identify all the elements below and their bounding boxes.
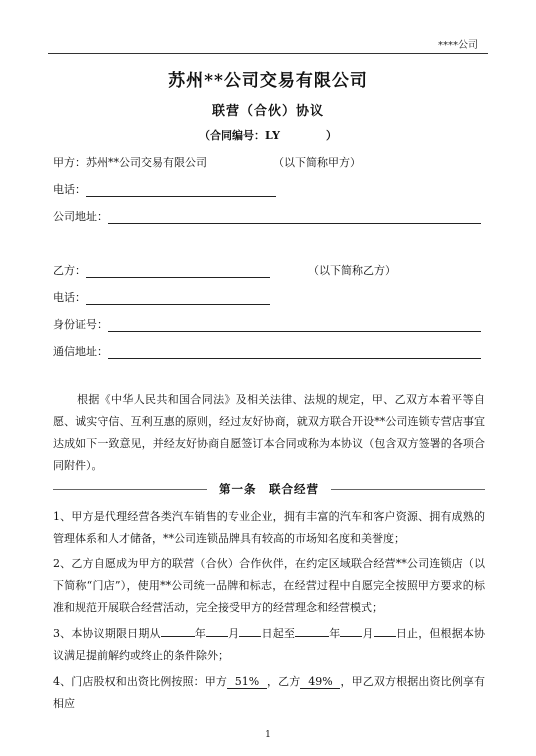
item-4-prefix: 4、门店股权和出资比例按照：甲方 — [53, 675, 227, 688]
party-a-address-field[interactable] — [108, 211, 481, 224]
section-1-right-rule — [331, 489, 485, 490]
section-1-item-3 — [53, 623, 485, 667]
item-3-year2: 年 — [329, 627, 341, 640]
party-b-row — [53, 262, 396, 278]
section-1-title: 第一条 联合经营 — [219, 482, 319, 496]
party-a-address-label: 公司地址： — [53, 210, 108, 223]
party-a-note: （以下简称甲方） — [273, 156, 361, 169]
section-1-left-rule — [53, 489, 207, 490]
party-a-address-row — [53, 208, 481, 224]
party-a-phone-label: 电话： — [53, 183, 86, 196]
party-b-phone-row — [53, 289, 270, 305]
contract-number-suffix: ） — [325, 129, 337, 142]
contract-number — [0, 127, 536, 143]
party-a-label: 甲方： — [53, 156, 86, 169]
contract-number-prefix: （合同编号：LY — [199, 129, 280, 142]
item-3-end-month-field[interactable] — [340, 636, 362, 637]
party-b-id-row — [53, 316, 481, 332]
party-a-value: 苏州**公司交易有限公司 — [86, 156, 207, 169]
section-1-heading — [53, 481, 485, 497]
item-3-start-day-field[interactable] — [239, 636, 261, 637]
party-b-note: （以下简称乙方） — [308, 264, 396, 277]
party-a-phone-row — [53, 181, 276, 197]
party-b-id-label: 身份证号： — [53, 318, 108, 331]
section-1-item-2: 2、乙方自愿成为甲方的联营（合伙）合作伙伴，在约定区域联合经营**公司连锁店（以下简称“门店”），使用**公司统一品牌和标志，在经营过程中自愿完全按照甲方要求的标准和规范开展联合经营活动，完全接受甲方的经营理念和经营模式； — [53, 557, 485, 614]
item-4-party-b-pct: 49% — [300, 675, 340, 689]
party-b-mail-row — [53, 343, 481, 359]
item-3-end-year-field[interactable] — [295, 636, 329, 637]
party-b-name-field[interactable] — [86, 265, 270, 278]
item-3-day2: 日止，但根据本协议满足提前解约或终止的条件除外； — [53, 627, 486, 662]
preamble-paragraph: 根据《中华人民共和国合同法》及相关法律、法规的规定，甲、乙双方本着平等自愿、诚实守信、互利互惠的原则，经过友好协商，就双方联合开设**公司连锁专营店事宜达成如下一致意见，并经友好协商自愿签订本合同或称为本协议（包含双方签署的各项合同附件）。 — [53, 393, 485, 472]
party-b-mail-field[interactable] — [108, 346, 481, 359]
party-b-label: 乙方： — [53, 264, 86, 277]
party-a-phone-field[interactable] — [86, 184, 276, 197]
item-3-day1: 日起至 — [261, 627, 296, 640]
header-company: ****公司 — [438, 40, 478, 51]
party-a-row — [53, 154, 361, 170]
section-1-item-4 — [53, 671, 485, 715]
item-3-year1: 年 — [194, 627, 207, 640]
item-3-start-year-field[interactable] — [161, 636, 195, 637]
section-1-item-1: 1、甲方是代理经营各类汽车销售的专业企业，拥有丰富的汽车和客户资源、拥有成熟的管理体系和人才储备，**公司连锁品牌具有较高的市场知名度和美誉度； — [53, 510, 485, 545]
item-4-suffix: ，甲乙双方根据出资比例享有相应 — [53, 675, 486, 710]
item-3-start-month-field[interactable] — [206, 636, 228, 637]
item-4-mid: ，乙方 — [266, 675, 301, 688]
item-3-month1: 月 — [228, 627, 240, 640]
item-3-end-day-field[interactable] — [374, 636, 396, 637]
header-rule — [48, 53, 488, 54]
page-number: 1 — [265, 730, 271, 740]
item-3-prefix: 3、本协议期限日期从 — [53, 627, 161, 640]
document-title: 苏州**公司交易有限公司 — [168, 71, 368, 91]
party-b-phone-label: 电话： — [53, 291, 86, 304]
item-4-party-a-pct: 51% — [227, 675, 267, 689]
item-3-month2: 月 — [362, 627, 374, 640]
document-subtitle: 联营（合伙）协议 — [211, 104, 324, 119]
party-b-mail-label: 通信地址： — [53, 345, 108, 358]
party-b-phone-field[interactable] — [86, 292, 270, 305]
party-b-id-field[interactable] — [108, 319, 481, 332]
